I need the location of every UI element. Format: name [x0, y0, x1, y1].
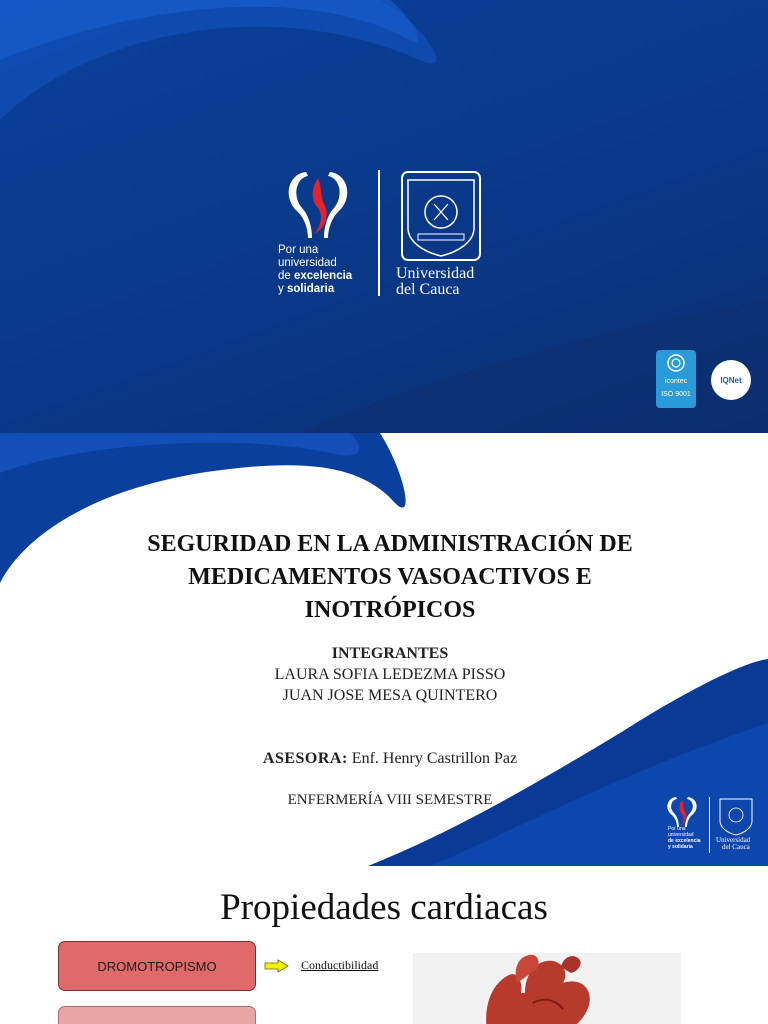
logo-divider	[378, 170, 380, 296]
property-description: Conductibilidad	[301, 958, 379, 972]
icontec-label: icontec	[664, 378, 688, 385]
mini-tagline-line: Por una	[668, 826, 686, 832]
mini-tagline-line: de excelencia	[668, 838, 701, 844]
cardiac-properties-slide	[0, 866, 768, 1024]
icontec-badge	[656, 350, 696, 408]
mini-logo-divider	[709, 797, 710, 853]
slide-title: Propiedades cardiacas	[220, 887, 548, 928]
property-box-dromotropismo	[58, 941, 256, 991]
tagline-line: de	[278, 270, 294, 282]
title-slide	[0, 433, 768, 866]
members-heading: INTEGRANTES	[331, 645, 449, 662]
mini-university-line: del Cauca	[722, 843, 750, 851]
title-line: MEDICAMENTOS VASOACTIVOS E	[188, 564, 592, 590]
heart-image	[413, 953, 681, 1024]
icontec-standard: ISO 9001	[661, 391, 691, 398]
advisor-name: Enf. Henry Castrillon Paz	[347, 750, 518, 767]
mini-tagline-line: universidad	[668, 832, 694, 838]
mini-university-line: Universidad	[716, 836, 751, 844]
iqnet-label: IQNet	[720, 375, 742, 385]
mini-tagline	[668, 826, 708, 850]
property-box-2	[58, 1006, 256, 1024]
cover-slide	[0, 0, 768, 433]
semester-label: ENFERMERÍA VIII SEMESTRE	[287, 792, 493, 808]
tagline-line: Por una	[278, 244, 319, 256]
mini-university-name	[716, 837, 750, 851]
title-line: SEGURIDAD EN LA ADMINISTRACIÓN DE	[147, 531, 633, 557]
university-tagline	[278, 244, 368, 296]
member-name: LAURA SOFIA LEDEZMA PISSO	[274, 666, 506, 683]
advisor-label: ASESORA:	[262, 750, 348, 767]
member-name: JUAN JOSE MESA QUINTERO	[282, 687, 498, 704]
icontec-icon	[656, 350, 696, 376]
advisor	[190, 750, 590, 768]
iqnet-badge	[711, 360, 751, 400]
university-name-line: Universidad	[396, 265, 475, 282]
mini-tagline-line: y solidaria	[668, 844, 693, 850]
tagline-line: universidad	[278, 257, 337, 269]
tagline-bold: solidaria	[286, 283, 335, 295]
property-name: DROMOTROPISMO	[97, 958, 217, 974]
heart-illustration	[413, 953, 681, 1024]
tagline-bold: excelencia	[294, 270, 353, 282]
university-name-line: del Cauca	[396, 281, 460, 298]
arrow-right-icon	[264, 959, 290, 973]
tagline-line: y	[278, 283, 287, 295]
title-line: INOTRÓPICOS	[304, 597, 476, 623]
presentation-title	[60, 528, 720, 627]
members-section	[190, 643, 590, 706]
university-name	[396, 266, 474, 298]
